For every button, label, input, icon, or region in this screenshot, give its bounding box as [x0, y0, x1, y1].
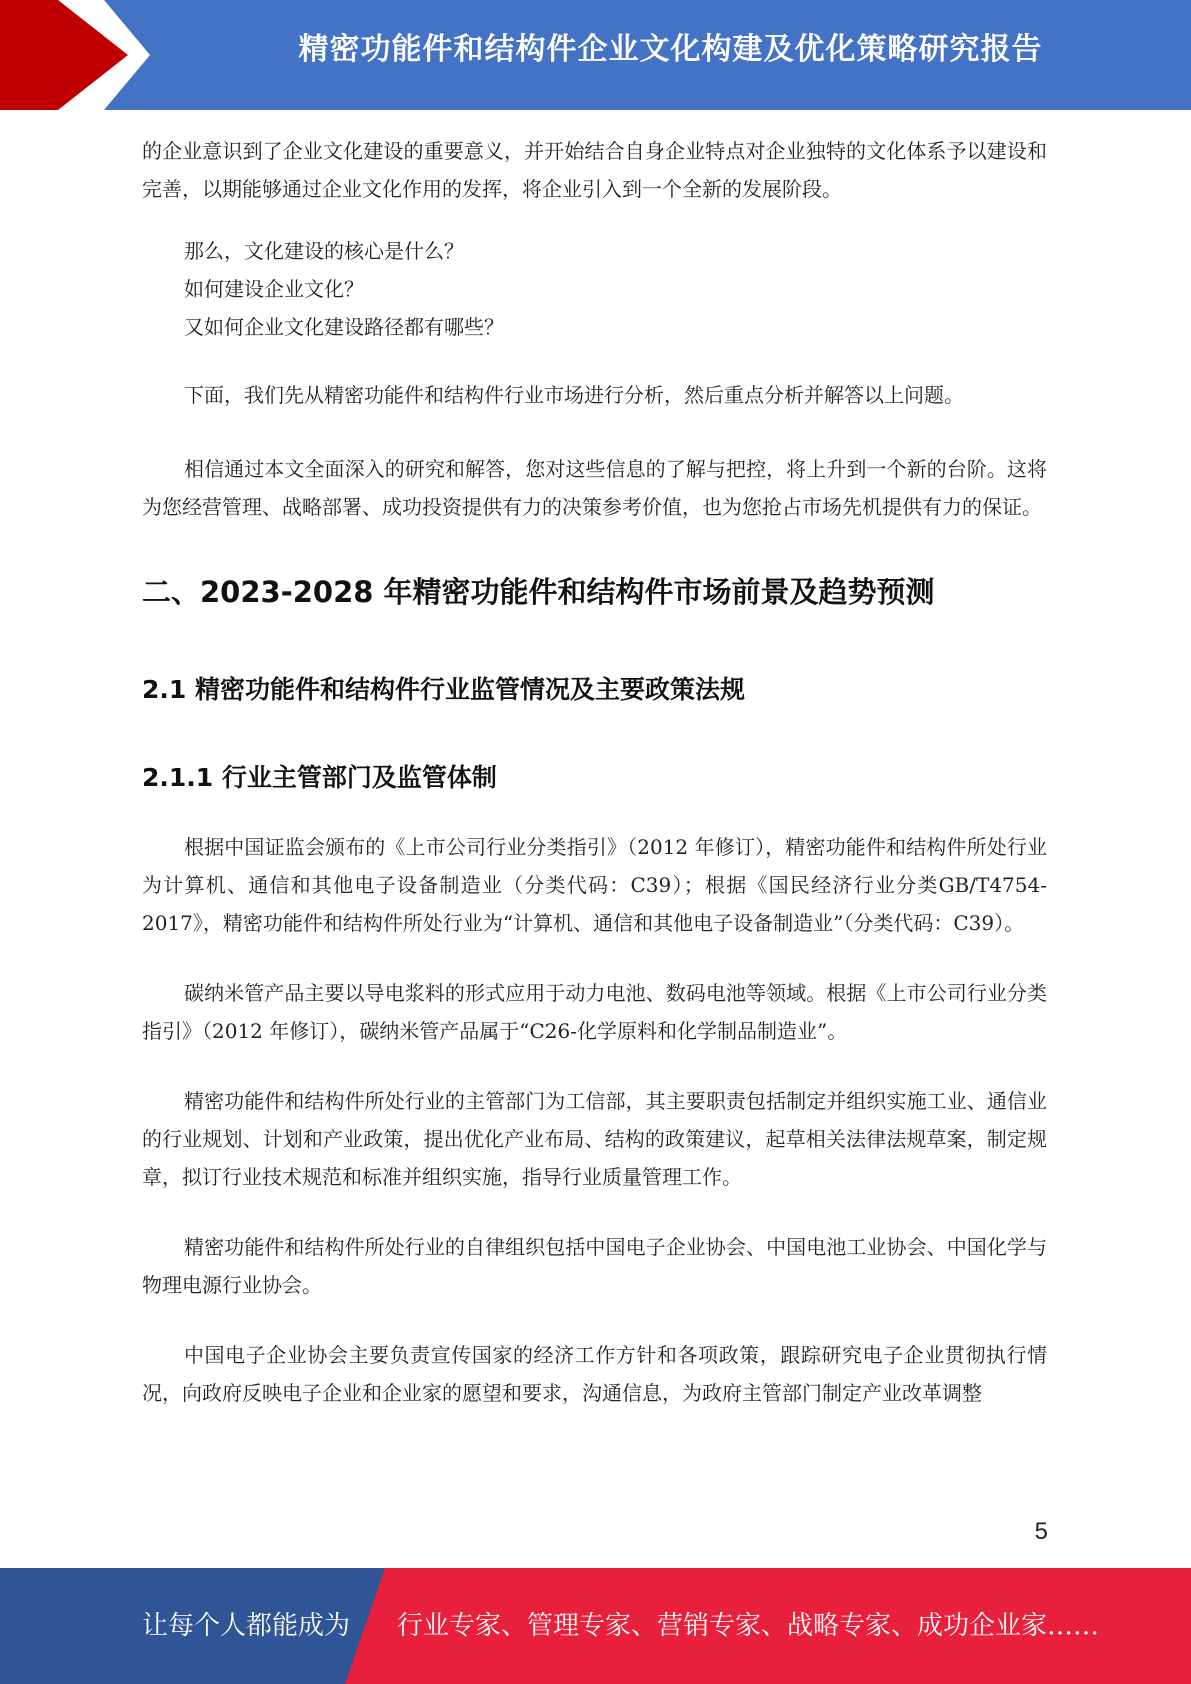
body-paragraph: 精密功能件和结构件所处行业的自律组织包括中国电子企业协会、中国电池工业协会、中国化学与物理电源行业协会。: [142, 1235, 1047, 1297]
body-paragraph: 精密功能件和结构件所处行业的主管部门为工信部，其主要职责包括制定并组织实施工业、通信业的行业规划、计划和产业政策，提出优化产业布局、结构的政策建议，起草相关法律法规草案，制定规章，拟订行业技术规范和标准并组织实施，指导行业质量管理工作。: [142, 1089, 1047, 1189]
question-item: 又如何企业文化建设路径都有哪些？: [184, 315, 504, 339]
page-number: 5: [1034, 1518, 1048, 1545]
subsection-heading-2-1-1: 2.1.1 行业主管部门及监管体制: [142, 763, 497, 792]
question-list: [142, 232, 1047, 346]
document-body: [142, 132, 1047, 1412]
question-item: 那么，文化建设的核心是什么？: [184, 239, 464, 263]
page-header: [0, 0, 1191, 110]
body-paragraph: 根据中国证监会颁布的《上市公司行业分类指引》（2012 年修订），精密功能件和结构件所处行业为计算机、通信和其他电子设备制造业（分类代码：C39）；根据《国民经济行业分类GB/T4754-2017》，精密功能件和结构件所处行业为“计算机、通信和其他电子设备制造业”（分类代码：C39）。: [142, 835, 1047, 935]
section-heading-2: 二、2023-2028 年精密功能件和结构件市场前景及趋势预测: [142, 575, 935, 609]
intro-paragraph-2: 下面，我们先从精密功能件和结构件行业市场进行分析，然后重点分析并解答以上问题。: [184, 383, 964, 407]
question-item: 如何建设企业文化？: [184, 277, 364, 301]
body-paragraph: 碳纳米管产品主要以导电浆料的形式应用于动力电池、数码电池等领域。根据《上市公司行业分类指引》（2012 年修订），碳纳米管产品属于“C26-化学原料和化学制品制造业”。: [142, 981, 1047, 1043]
subsection-heading-2-1: 2.1 精密功能件和结构件行业监管情况及主要政策法规: [142, 675, 745, 704]
header-chevron-decoration: [0, 0, 160, 110]
page-footer: [0, 1568, 1191, 1684]
footer-slogan-right: 行业专家、管理专家、营销专家、战略专家、成功企业家……: [397, 1611, 1100, 1641]
header-title: 精密功能件和结构件企业文化构建及优化策略研究报告: [298, 32, 1043, 67]
footer-slogan-left: 让每个人都能成为: [142, 1611, 351, 1641]
body-paragraph: 中国电子企业协会主要负责宣传国家的经济工作方针和各项政策，跟踪研究电子企业贯彻执行情况，向政府反映电子企业和企业家的愿望和要求，沟通信息，为政府主管部门制定产业改革调整: [142, 1343, 1047, 1405]
intro-paragraph-1: 的企业意识到了企业文化建设的重要意义，并开始结合自身企业特点对企业独特的文化体系予以建设和完善，以期能够通过企业文化作用的发挥，将企业引入到一个全新的发展阶段。: [142, 139, 1047, 201]
intro-paragraph-3: 相信通过本文全面深入的研究和解答，您对这些信息的了解与把控，将上升到一个新的台阶。这将为您经营管理、战略部署、成功投资提供有力的决策参考价值，也为您抢占市场先机提供有力的保证。: [142, 457, 1047, 519]
